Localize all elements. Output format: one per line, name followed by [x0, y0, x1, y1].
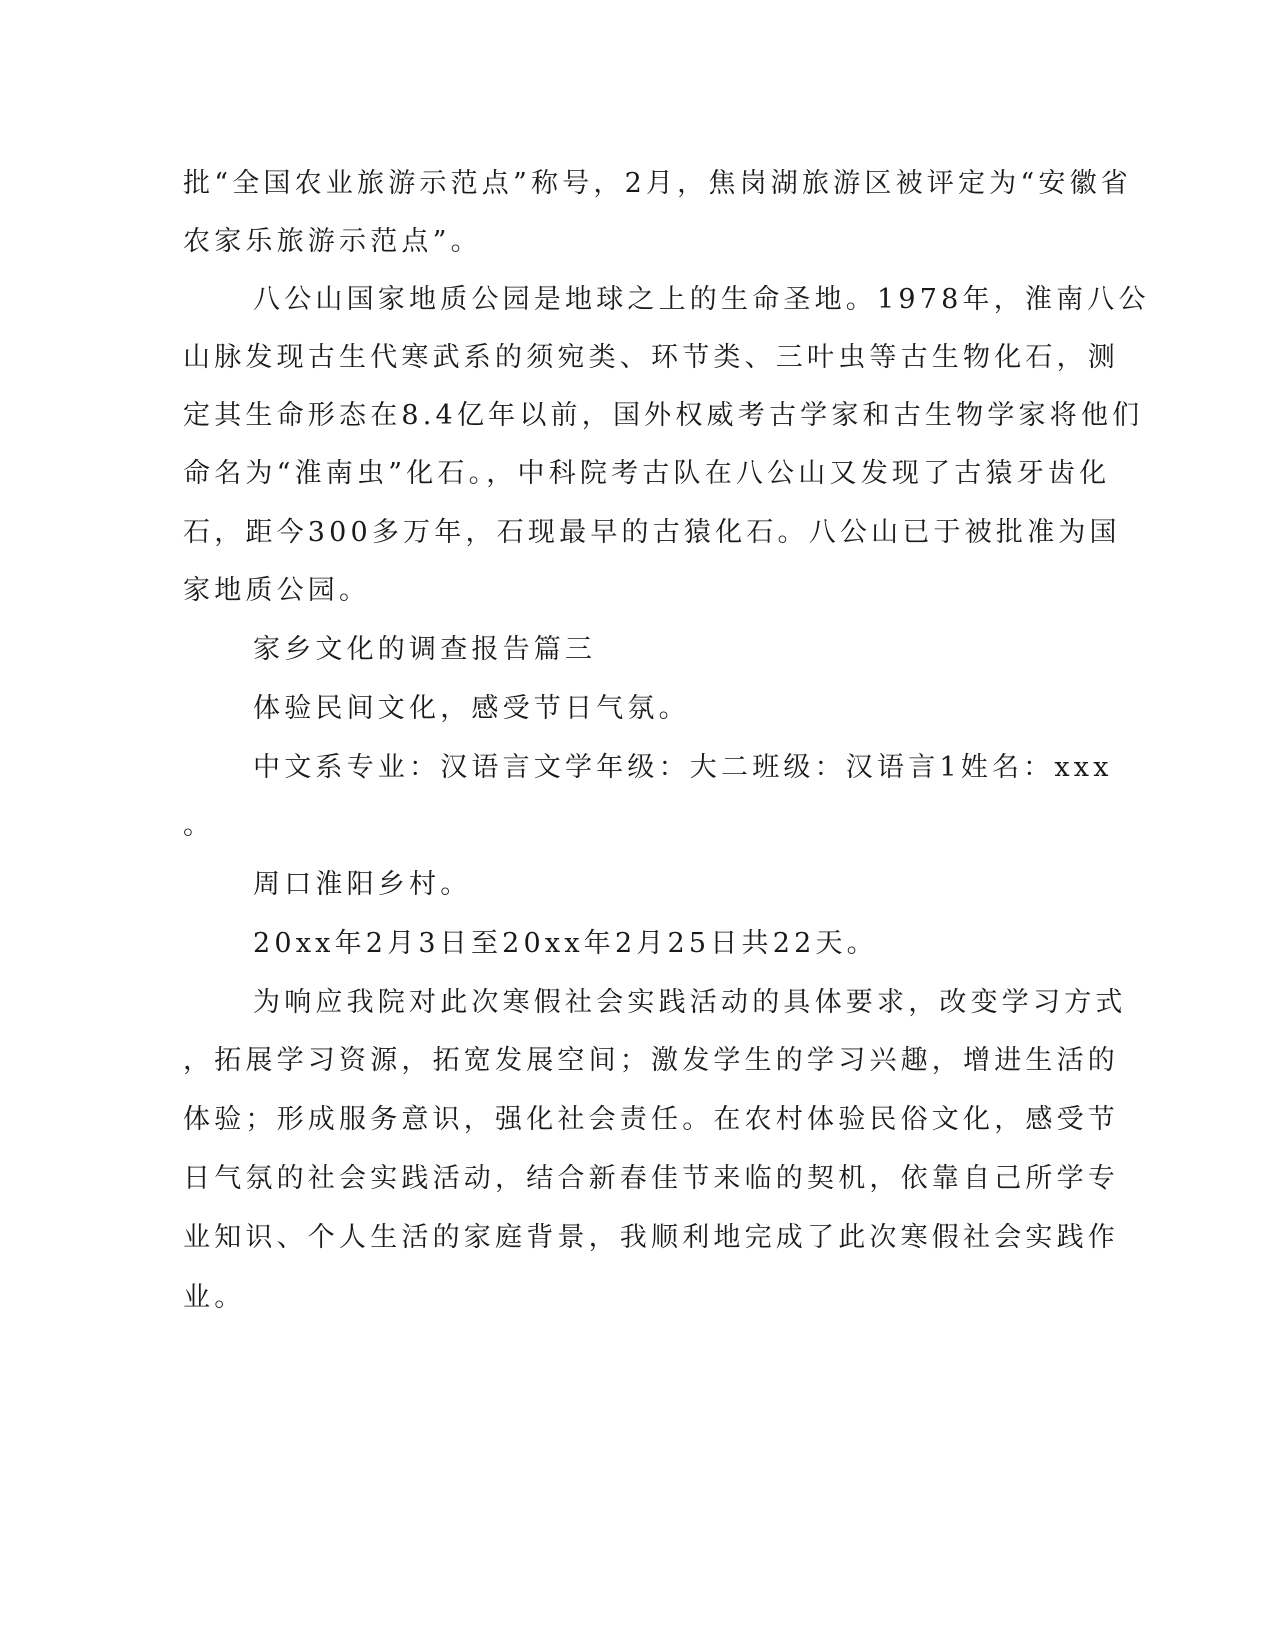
text-line: ，拓展学习资源，拓宽发展空间；激发学生的学习兴趣，增进生活的: [183, 1045, 1119, 1076]
location-line: 周口淮阳乡村。: [253, 869, 472, 900]
text-line: 山脉发现古生代寒武系的须宛类、环节类、三叶虫等古生物化石，测: [183, 342, 1119, 373]
subtitle-line: 体验民间文化，感受节日气氛。: [253, 693, 690, 724]
text-line: 家地质公园。: [183, 575, 371, 606]
text-line: 体验；形成服务意识，强化社会责任。在农村体验民俗文化，感受节: [183, 1104, 1119, 1135]
text-line: 石，距今300多万年，石现最早的古猿化石。八公山已于被批准为国: [183, 517, 1121, 548]
paragraph-start-line: 为响应我院对此次寒假社会实践活动的具体要求，改变学习方式: [253, 987, 1127, 1018]
paragraph-start-line: 八公山国家地质公园是地球之上的生命圣地。1978年，淮南八公: [253, 284, 1150, 315]
text-line: 业。: [183, 1282, 246, 1313]
text-line: 批“全国农业旅游示范点”称号，2月，焦岗湖旅游区被评定为“安徽省: [183, 168, 1132, 199]
date-range-line: 20xx年2月3日至20xx年2月25日共22天。: [253, 928, 878, 959]
text-line: 定其生命形态在8.4亿年以前，国外权威考古学家和古生物学家将他们: [183, 400, 1144, 431]
section-heading: 家乡文化的调查报告篇三: [253, 634, 597, 665]
text-line: 农家乐旅游示范点”。: [183, 226, 482, 257]
text-line: 。: [183, 810, 215, 841]
author-info-line: 中文系专业：汉语言文学年级：大二班级：汉语言1姓名：xxx: [253, 752, 1113, 783]
text-line: 命名为“淮南虫”化石。，中科院考古队在八公山又发现了古猿牙齿化: [183, 458, 1111, 489]
text-line: 日气氛的社会实践活动，结合新春佳节来临的契机，依靠自己所学专: [183, 1163, 1119, 1194]
text-line: 业知识、个人生活的家庭背景，我顺利地完成了此次寒假社会实践作: [183, 1222, 1119, 1253]
